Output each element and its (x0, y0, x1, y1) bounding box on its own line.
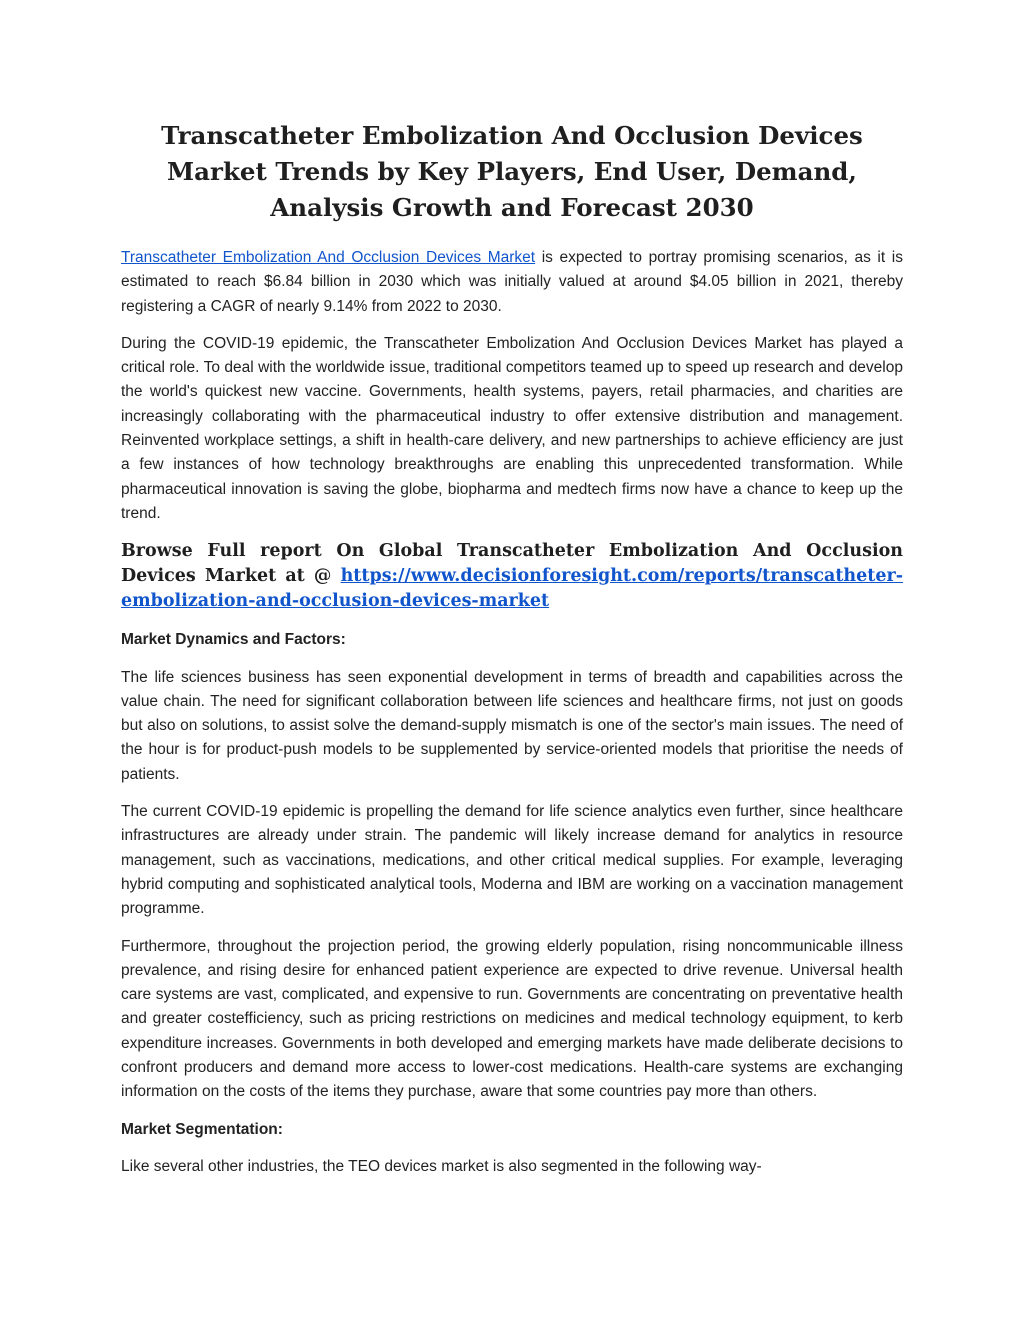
dynamics-heading: Market Dynamics and Factors: (121, 631, 346, 649)
browse-report-heading (121, 539, 903, 614)
segmentation-heading: Market Segmentation: (121, 1120, 283, 1138)
browse-text: Browse Full report On Global Transcatheter Embolization And Occlusion Devices Market at @ (121, 541, 903, 587)
segmentation-paragraph: Like several other industries, the TEO devices market is also segmented in the following way- (121, 1157, 762, 1175)
covid-paragraph: During the COVID-19 epidemic, the Transcatheter Embolization And Occlusion Devices Market has played a critical role. To deal with the worldwide issue, traditional competitors teamed up to speed up research and develop the world's quickest new vaccine. Governments, health systems, payers, retail pharmacies, and charities are increasingly collaborating with the pharmaceutical industry to offer extensive distribution and management. Reinvented workplace settings, a shift in health-care delivery, and new partnerships to achieve efficiency are just a few instances of how technology breakthroughs are enabling this unprecedented transformation. While pharmaceutical innovation is saving the globe, biopharma and medtech firms now have a chance to keep up the trend. (121, 334, 903, 522)
dynamics-paragraph-3: Furthermore, throughout the projection period, the growing elderly population, rising noncommunicable illness prevalence, and rising desire for enhanced patient experience are expected to drive revenue. Universal health care systems are vast, complicated, and expensive to run. Governments are concentrating on preventative health and greater costefficiency, such as pricing restrictions on medicines and medical technology equipment, to kerb expenditure increases. Governments in both developed and emerging markets have made deliberate decisions to confront producers and demand more access to lower-cost medications. Health-care systems are exchanging information on the costs of the items they purchase, aware that some countries pay more than others. (121, 937, 903, 1101)
intro-paragraph (121, 246, 903, 319)
document-title: Transcatheter Embolization And Occlusion Devices Market Trends by Key Players, End User, Demand, Analysis Growth and Forecast 2030 (161, 121, 863, 222)
document-page (121, 118, 903, 1192)
report-url-link[interactable]: https://www.decisionforesight.com/reports/transcatheter-embolization-and-occlusion-devices-market (121, 566, 903, 612)
dynamics-paragraph-2: The current COVID-19 epidemic is propelling the demand for life science analytics even further, since healthcare infrastructures are already under strain. The pandemic will likely increase demand for analytics in resource management, such as vaccinations, medications, and other critical medical supplies. For example, leveraging hybrid computing and sophisticated analytical tools, Moderna and IBM are working on a vaccination management programme. (121, 803, 903, 918)
market-link[interactable]: Transcatheter Embolization And Occlusion Devices Market (121, 249, 536, 266)
intro-text: is expected to portray promising scenarios, as it is estimated to reach $6.84 billion in 2030 which was initially valued at around $4.05 billion in 2021, thereby registering a CAGR of nearly 9.14% from 2022 to 2030. (121, 249, 903, 315)
dynamics-paragraph-1: The life sciences business has seen exponential development in terms of breadth and capabilities across the value chain. The need for significant collaboration between life sciences and healthcare firms, not just on goods but also on solutions, to assist solve the demand-supply mismatch is one of the sector's main issues. The need of the hour is for product-push models to be supplemented by service-oriented models that prioritise the needs of patients. (121, 668, 903, 783)
